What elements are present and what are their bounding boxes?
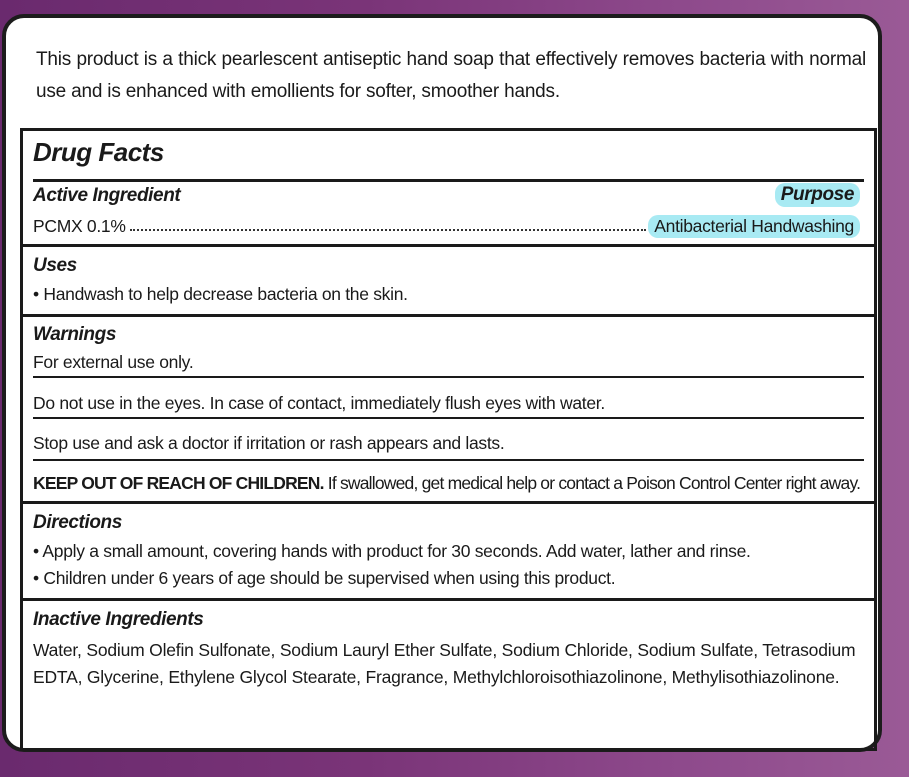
dot-leader [130, 217, 647, 231]
warning-divider [33, 417, 864, 419]
inactive-ingredients-heading: Inactive Ingredients [33, 609, 204, 630]
keep-out-warning [33, 473, 860, 494]
keep-out-rest: If swallowed, get medical help or contact a Poison Control Center right away. [323, 473, 861, 493]
product-description: This product is a thick pearlescent antiseptic hand soap that effectively removes bacteria with normal use and is enhanced with emollients for softer, smoother hands. [36, 49, 866, 102]
purpose-heading: Purpose [775, 183, 860, 207]
warning-stop-use: Stop use and ask a doctor if irritation or rash appears and lasts. [33, 433, 505, 453]
warnings-heading: Warnings [33, 324, 117, 345]
keep-out-bold: KEEP OUT OF REACH OF CHILDREN. [33, 473, 324, 493]
section-divider [23, 501, 874, 504]
uses-text: • Handwash to help decrease bacteria on the skin. [33, 284, 408, 304]
active-ingredient-row [33, 213, 860, 239]
section-divider [23, 598, 874, 601]
active-ingredient-value: PCMX 0.1% [33, 215, 126, 236]
warning-external: For external use only. [33, 352, 194, 372]
directions-heading: Directions [33, 512, 122, 533]
direction-item: • Apply a small amount, covering hands with product for 30 seconds. Add water, lather and rinse. [33, 541, 751, 561]
direction-item: • Children under 6 years of age should be supervised when using this product. [33, 568, 616, 588]
title-divider [33, 179, 864, 182]
purpose-value: Antibacterial Handwashing [648, 215, 860, 238]
uses-heading: Uses [33, 255, 77, 276]
warning-divider [33, 376, 864, 378]
inactive-ingredients-text: Water, Sodium Olefin Sulfonate, Sodium Lauryl Ether Sulfate, Sodium Chloride, Sodium Sulfate, Tetrasodium EDTA, Glycerine, Ethylene Glycol Stearate, Fragrance, Methylchloroisothiazolinone, Methylisothiazolinone. [33, 640, 856, 687]
warning-divider [33, 459, 864, 461]
warning-eyes: Do not use in the eyes. In case of contact, immediately flush eyes with water. [33, 393, 605, 413]
drug-facts-title: Drug Facts [33, 137, 164, 167]
label-card [2, 14, 882, 752]
active-ingredient-heading: Active Ingredient [33, 185, 181, 206]
drug-facts-panel [20, 128, 877, 751]
section-divider [23, 314, 874, 317]
section-divider [23, 244, 874, 247]
